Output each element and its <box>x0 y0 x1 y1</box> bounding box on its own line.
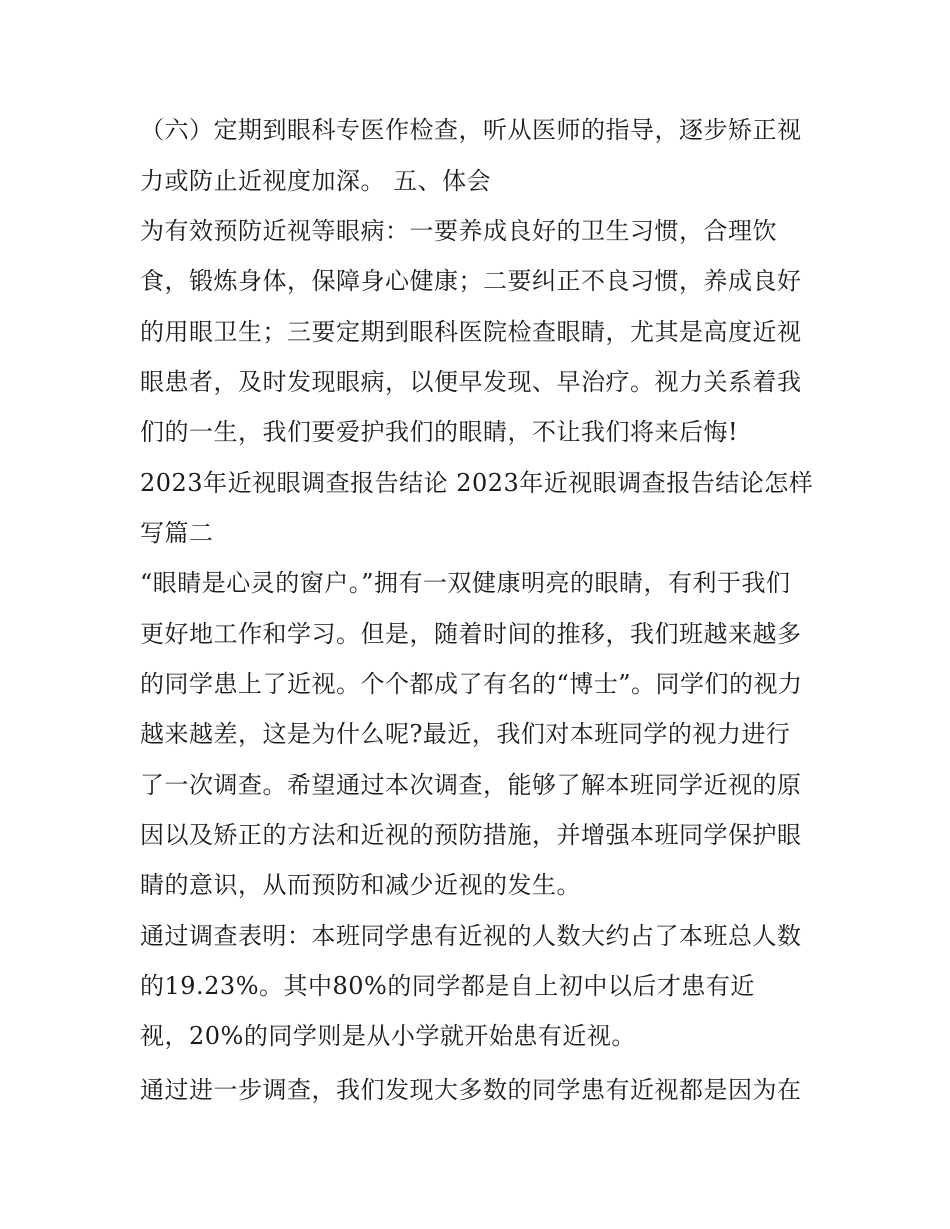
text-line: 眼患者，及时发现眼病，以便早发现、早治疗。视力关系着我 <box>140 368 802 396</box>
text-line: 们的一生，我们要爱护我们的眼睛，不让我们将来后悔! <box>140 418 739 446</box>
text-line: 力或防止近视度加深。 五、体会 <box>140 167 492 195</box>
text-line: 更好地工作和学习。但是，随着时间的推移，我们班越来越多 <box>140 620 802 648</box>
text-line: 通过调查表明：本班同学患有近视的人数大约占了本班总人数 <box>140 922 802 950</box>
text-line: 食，锻炼身体，保障身心健康；二要纠正不良习惯，养成良好 <box>140 267 802 295</box>
text-line: 的19.23%。其中80%的同学都是自上初中以后才患有近 <box>140 972 755 1000</box>
section-title-line: 2023年近视眼调查报告结论 2023年近视眼调查报告结论怎样 <box>140 469 814 497</box>
text-line: 的用眼卫生；三要定期到眼科医院检查眼睛，尤其是高度近视 <box>140 318 802 346</box>
text-line: （六）定期到眼科专医作检查，听从医师的指导，逐步矫正视 <box>140 116 802 144</box>
text-line: “眼睛是心灵的窗户。”拥有一双健康明亮的眼睛，有利于我们 <box>140 569 791 597</box>
text-line: 通过进一步调查，我们发现大多数的同学患有近视都是因为在 <box>140 1076 802 1104</box>
section-title-line: 写篇二 <box>140 519 214 547</box>
text-line: 的同学患上了近视。个个都成了有名的“博士”。同学们的视力 <box>140 670 803 698</box>
text-line: 为有效预防近视等眼病：一要养成良好的卫生习惯，合理饮 <box>140 217 777 245</box>
text-line: 因以及矫正的方法和近视的预防措施，并增强本班同学保护眼 <box>140 821 802 849</box>
text-line: 睛的意识，从而预防和减少近视的发生。 <box>140 871 581 899</box>
text-line: 越来越差，这是为什么呢?最近，我们对本班同学的视力进行 <box>140 720 791 748</box>
text-line: 视，20%的同学则是从小学就开始患有近视。 <box>140 1022 636 1050</box>
text-line: 了一次调查。希望通过本次调查，能够了解本班同学近视的原 <box>140 771 802 799</box>
